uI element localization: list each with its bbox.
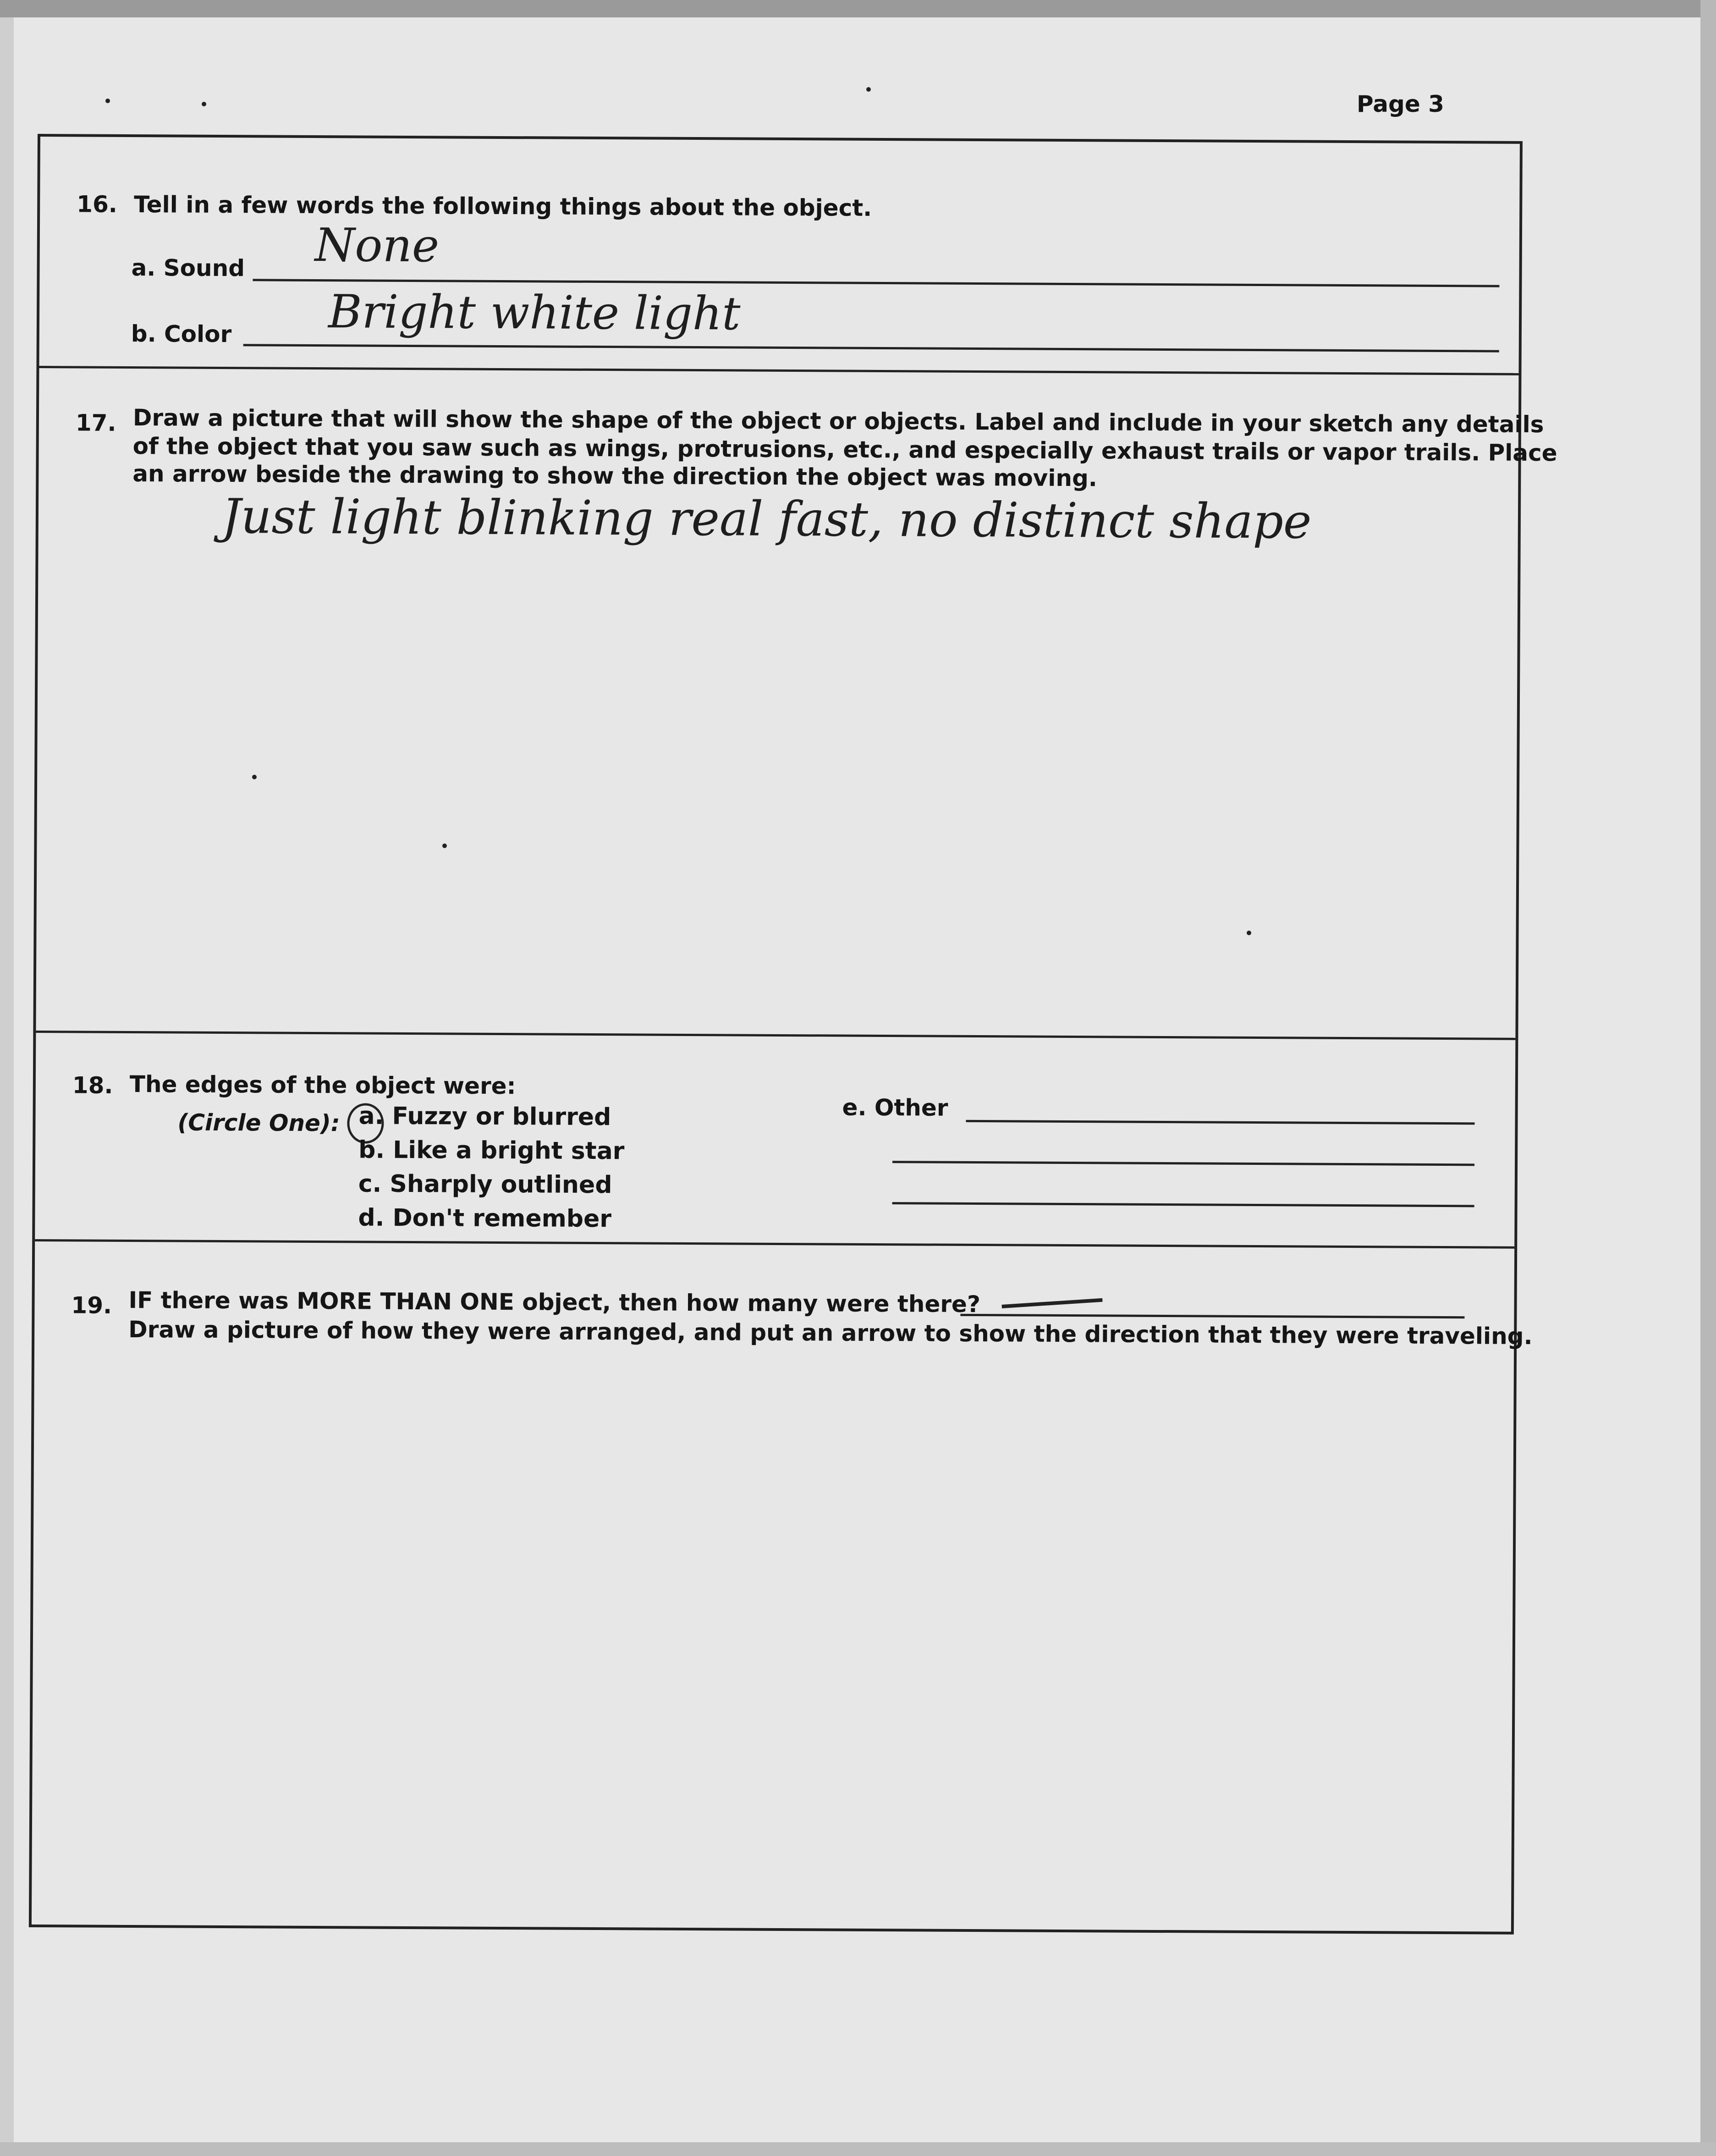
- other-label: e. Other: [842, 1094, 948, 1121]
- question-16-prompt: Tell in a few words the following things about the object.: [134, 191, 872, 221]
- questionnaire-form: [29, 134, 1557, 1935]
- question-19-prompt-line-1: IF there was MORE THAN ONE object, then how many were there?: [128, 1287, 981, 1318]
- scan-bottom-edge: [0, 2142, 1716, 2156]
- edge-option-b[interactable]: b. Like a bright star: [358, 1136, 625, 1165]
- sound-answer[interactable]: None: [314, 218, 440, 273]
- question-number: 16.: [77, 191, 117, 218]
- scan-speck: [866, 87, 871, 92]
- question-19-section: [32, 1241, 1533, 1932]
- scan-top-edge: [0, 0, 1716, 17]
- question-number: 18.: [72, 1072, 113, 1099]
- color-answer[interactable]: Bright white light: [328, 285, 741, 341]
- question-17-prompt-line-2: of the object that you saw such as wings, protrusions, etc., and especially exhaust trails or vapor trails. Place: [132, 433, 1557, 467]
- scan-speck: [105, 99, 110, 103]
- edge-option-c[interactable]: c. Sharply outlined: [358, 1170, 612, 1199]
- other-answer-line-3[interactable]: [892, 1202, 1474, 1207]
- question-number: 17.: [75, 409, 116, 436]
- sound-label: a. Sound: [131, 254, 245, 282]
- question-number: 19.: [71, 1292, 112, 1319]
- color-answer-line: [243, 344, 1499, 352]
- other-answer-line[interactable]: [966, 1120, 1474, 1125]
- scan-speck: [202, 102, 206, 106]
- question-17-prompt-line-3: an arrow beside the drawing to show the direction the object was moving.: [132, 460, 1098, 492]
- object-count-answer[interactable]: [1002, 1298, 1103, 1308]
- color-label: b. Color: [131, 320, 232, 348]
- sketch-answer-text[interactable]: Just light blinking real fast, no distinct shape: [221, 488, 1312, 550]
- object-count-line: [960, 1314, 1464, 1318]
- other-answer-line-2[interactable]: [892, 1161, 1474, 1166]
- question-18-section: [35, 1033, 1515, 1246]
- page-number: Page 3: [1357, 91, 1444, 117]
- question-18-prompt: The edges of the object were:: [129, 1071, 516, 1100]
- edge-option-d[interactable]: d. Don't remember: [358, 1204, 612, 1233]
- circle-one-instruction: (Circle One):: [177, 1109, 340, 1137]
- question-17-prompt-line-1: Draw a picture that will show the shape of the object or objects. Label and include in your sketch any details: [132, 404, 1544, 438]
- question-19-prompt-line-2: Draw a picture of how they were arranged, and put an arrow to show the direction that they were traveling.: [128, 1316, 1533, 1350]
- scan-right-edge: [1700, 0, 1716, 2156]
- question-16-section: [39, 137, 1520, 373]
- edge-option-a[interactable]: a. Fuzzy or blurred: [358, 1102, 611, 1131]
